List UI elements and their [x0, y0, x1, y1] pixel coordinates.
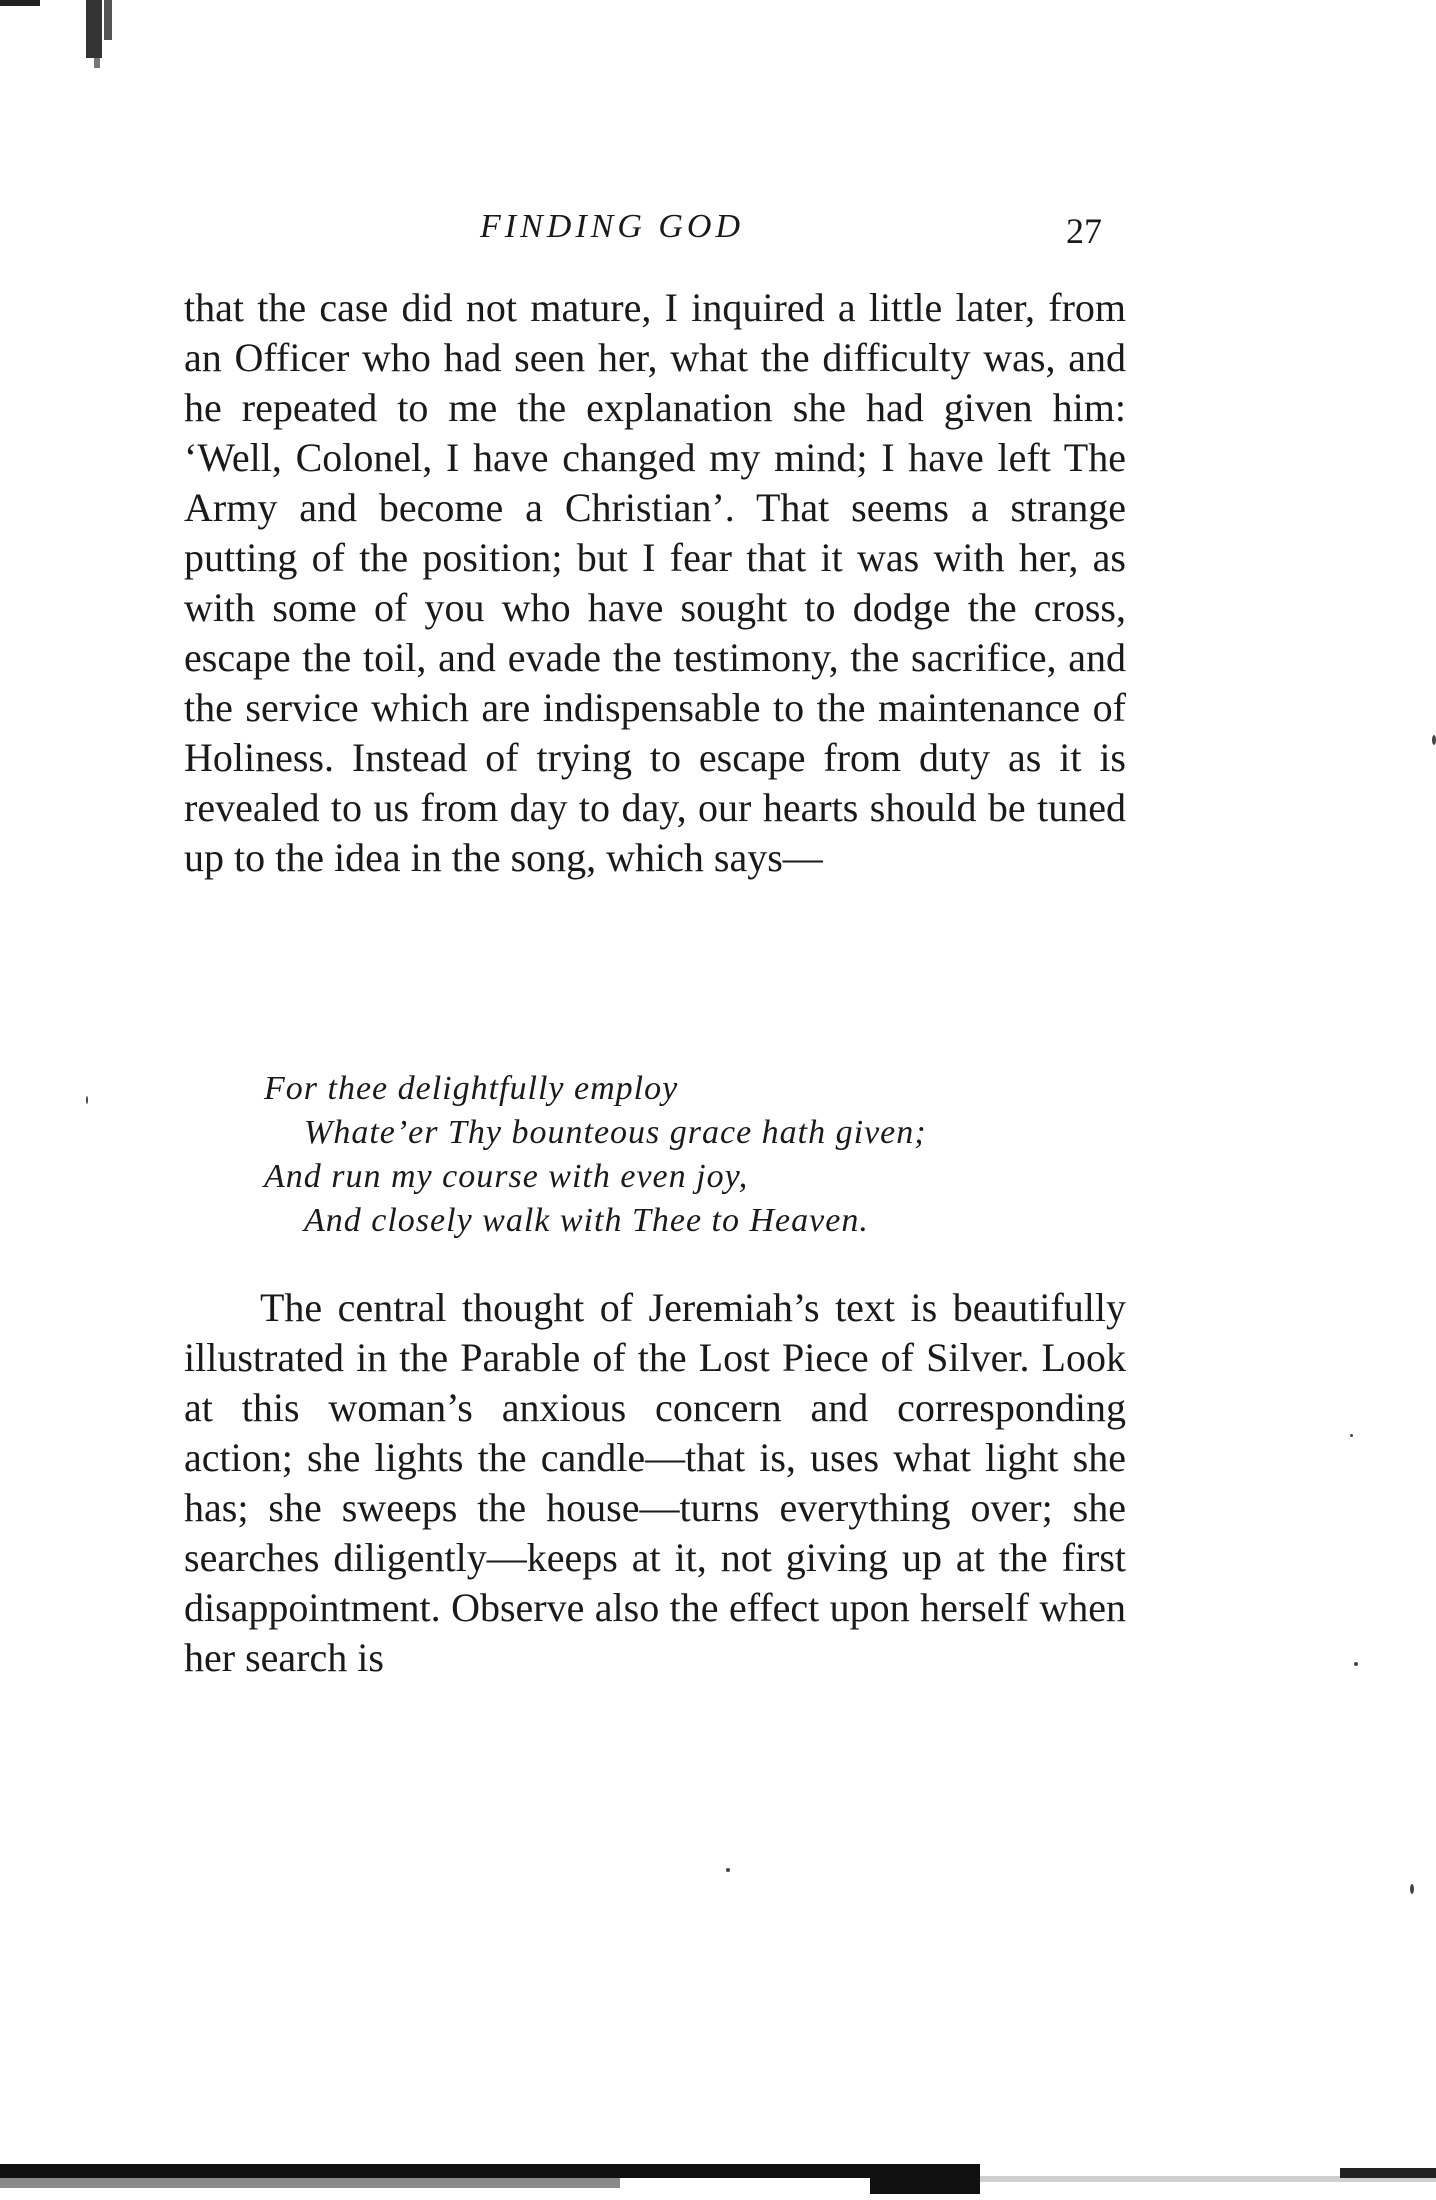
- scan-artifact-top-left: [0, 0, 130, 70]
- running-head: [0, 208, 1436, 258]
- scan-speck: [1432, 735, 1436, 745]
- paragraph-2: The central thought of Jeremiah’s text is beautifully illustrated in the Parable of the Lost Piece of Silver. Look at this woman’s anxious concern and corresponding action; she lights the candle—that is, uses what light she has; she sweeps the house—turns everything over; she searches diligently—keeps at it, not giving up at the first disappointment. Observe also the effect upon herself when her search is: [184, 1285, 1126, 1680]
- verse-line-2: Whate’er Thy bounteous grace hath given;: [304, 1114, 927, 1151]
- running-title: FINDING GOD: [480, 208, 745, 245]
- verse-line-1: For thee delightfully employ: [264, 1070, 679, 1107]
- paragraph-1: that the case did not mature, I inquired a little later, from an Officer who had seen her, what the difficulty was, and he repeated to me the explanation she had given him: ‘Well, Colonel, I have changed my mind; I have left The Army and become a Christian’. That seems a strange putting of the position; but I fear that it was with her, as with some of you who have sought to dodge the cross, escape the toil, and evade the testimony, the sacrifice, and the service which are indispensable to the maintenance of Holiness. Instead of trying to escape from duty as it is revealed to us from day to day, our hearts should be tuned up to the idea in the song, which says—: [184, 285, 1126, 880]
- scan-speck: [726, 1868, 730, 1872]
- scan-speck: [1350, 1434, 1353, 1437]
- scan-speck: [86, 1096, 88, 1104]
- scan-speck: [1410, 1884, 1414, 1894]
- verse-quotation: [264, 1067, 1124, 1243]
- verse-line-3: And run my course with even joy,: [264, 1158, 749, 1195]
- scan-artifact-bottom-bar: [0, 2156, 1436, 2200]
- page-number: 27: [1066, 211, 1102, 251]
- scan-speck: [1354, 1662, 1358, 1666]
- verse-line-4: And closely walk with Thee to Heaven.: [304, 1202, 869, 1239]
